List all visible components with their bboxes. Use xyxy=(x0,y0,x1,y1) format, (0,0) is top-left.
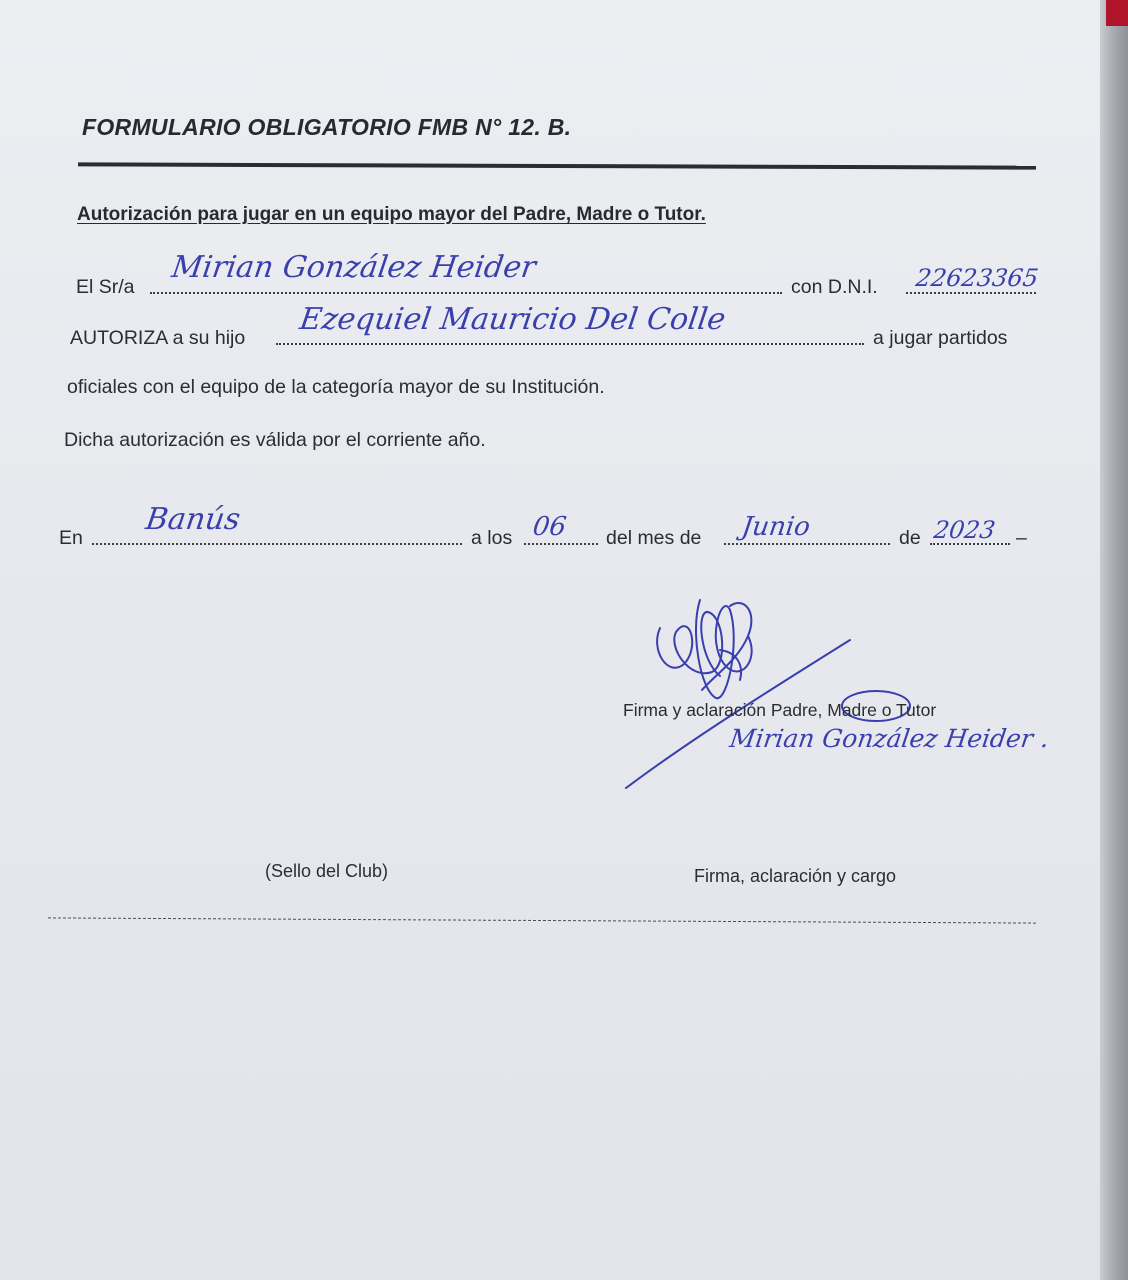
line-official: oficiales con el equipo de la categoría mayor de su Institución. xyxy=(67,376,605,398)
club-seal-label: (Sello del Club) xyxy=(265,861,389,881)
form-title: FORMULARIO OBLIGATORIO FMB N° 12. B. xyxy=(82,114,572,140)
dni-handwritten: 22623365 xyxy=(914,264,1041,292)
year-label: de xyxy=(899,527,921,549)
parent-name-handwritten: Mirian González Heider xyxy=(169,250,538,285)
place-handwritten: Banús xyxy=(143,502,243,537)
parent-label: El Sr/a xyxy=(76,276,135,298)
month-handwritten: Junio xyxy=(739,512,812,542)
place-label: En xyxy=(59,527,83,549)
signature-clarification-handwritten: Mirian González Heider . xyxy=(727,724,1051,753)
parent-signature-label: Firma y aclaración Padre, Madre o Tutor xyxy=(623,700,937,720)
authorizes-label: AUTORIZA a su hijo xyxy=(70,327,246,349)
day-label: a los xyxy=(471,527,513,549)
dni-label: con D.N.I. xyxy=(791,276,878,298)
child-name-handwritten: Ezequiel Mauricio Del Colle xyxy=(297,302,728,337)
day-handwritten: 06 xyxy=(530,512,569,542)
line-validity: Dicha autorización es válida por el corriente año. xyxy=(64,429,486,451)
play-label: a jugar partidos xyxy=(873,327,1008,349)
year-dash: – xyxy=(1016,527,1027,549)
year-handwritten: 2023 xyxy=(932,516,998,544)
club-signature-label: Firma, aclaración y cargo xyxy=(694,866,897,886)
form-subtitle: Autorización para jugar en un equipo mayor del Padre, Madre o Tutor. xyxy=(77,204,706,225)
month-label: del mes de xyxy=(606,527,702,549)
